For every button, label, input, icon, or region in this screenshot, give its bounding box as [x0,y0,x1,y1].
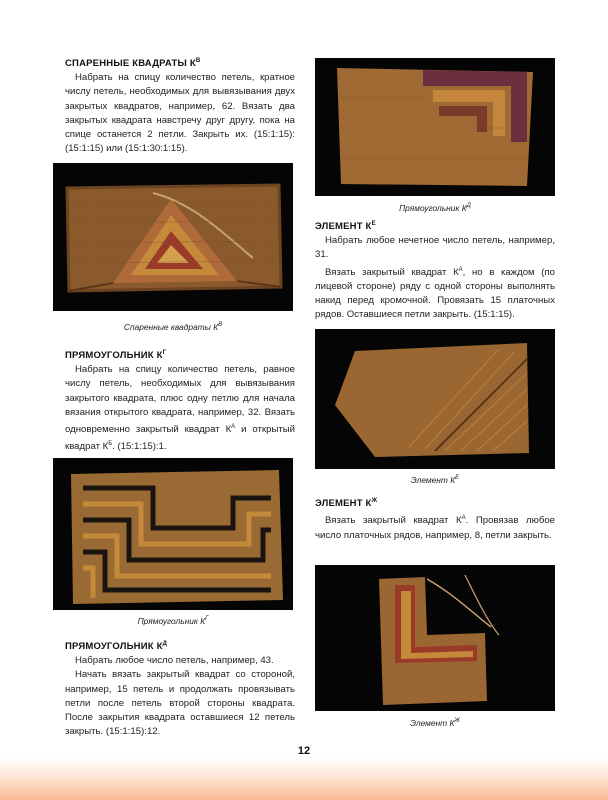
section-text: Набрать любое нечетное число петель, например, 31. [315,235,555,261]
section-title: ЭЛЕМЕНТ $К^Е$ [315,221,376,233]
photo-caption: Прямоугольник $К^Г$ [137,616,209,626]
section-text: Набрать на спицу количество петель, равное числу петель, необходимых для вывязывания закрытого квадрата, плюс одну петлю для начала вязания открытого квадрата, например, 32. Вязать одновременно закрытый квадрат $К^А$ и открытый квадрат $К^Б$. (15:1:15):1. [65,364,295,453]
photo-paired-squares [53,163,293,311]
section-element-e [315,221,555,323]
photo-caption: Спаренные квадраты $К^В$ [123,322,223,332]
photo-caption: Элемент $К^Ж$ [410,718,460,728]
photo-rectangle-d [315,58,555,196]
photo-caption: Элемент $К^Е$ [410,475,460,485]
section-element-zh [315,498,555,543]
footer-band [0,758,608,800]
section-rectangle-g [65,350,295,455]
photo-element-zh [315,565,555,711]
photo-element-e [315,329,555,469]
section-text: Вязать закрытый квадрат $К^А$. Провязав любое число платочных рядов, например, 8, петли закрыть. [315,515,555,541]
photo-caption: Прямоугольник $К^Д$ [399,203,471,213]
section-text: Вязать закрытый квадрат $К^А$, но в каждом (по лицевой стороне) ряду с одной стороны выполнять накид перед кромочной. Провязать 15 платочных рядов. Оставшиеся петли закрыть. (15:1:15). [315,266,555,321]
section-text: Набрать любое число петель, например, 43. [75,655,274,667]
section-title: ЭЛЕМЕНТ $К^Ж$ [315,498,378,510]
page-number: 12 [297,745,311,757]
section-title: СПАРЕННЫЕ КВАДРАТЫ $К^В$ [65,58,201,70]
section-paired-squares [65,58,295,156]
section-title: ПРЯМОУГОЛЬНИК $К^Г$ [65,350,167,362]
section-text: Набрать на спицу количество петель, кратное числу петель, необходимых для вывязывания двух закрытых квадратов, например, 62. Вязать два закрытых квадрата навстречу друг другу, пока на спице останется 2 петли. Закрыть их. (15:1:15):(15:1:15) или (15:1:30:1:15). [65,72,295,155]
section-text: Начать вязать закрытый квадрат со стороной, например, 15 петель и продолжать провязывать петли после петель второй стороны квадрата. После закрытия квадрата оставшиеся 12 петель закрыть. (15:1:15):12. [65,669,295,738]
section-rectangle-d [65,641,295,739]
section-title: ПРЯМОУГОЛЬНИК $К^Д$ [65,641,168,653]
photo-rectangle-g [53,458,293,610]
